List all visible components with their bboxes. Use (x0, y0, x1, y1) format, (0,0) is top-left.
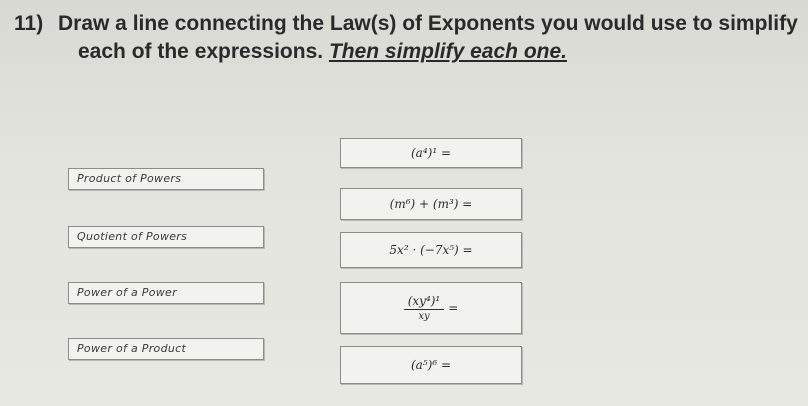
expression-4-equals: = (448, 301, 459, 315)
law-box-product-of-powers[interactable]: Product of Powers (68, 168, 264, 190)
expression-box-1[interactable] (340, 138, 522, 168)
expression-1: (a⁴)¹ = (410, 146, 451, 160)
expression-4-denominator: xy (418, 311, 430, 322)
question-emphasis: Then simplify each one. (328, 40, 567, 63)
question-line-2 (14, 38, 804, 66)
expression-3: 5x² · (−7x⁵) = (389, 243, 473, 257)
question-line-1: Draw a line connecting the Law(s) of Exponents you would use to simplify (58, 12, 798, 35)
law-box-power-of-a-product[interactable]: Power of a Product (68, 338, 264, 360)
expression-box-4[interactable] (340, 282, 522, 334)
expression-4-fraction (404, 294, 445, 322)
expression-box-5[interactable] (340, 346, 522, 384)
expression-box-2[interactable] (340, 188, 522, 220)
expression-2: (m⁶) + (m³) = (389, 197, 473, 211)
question-number: 11) (14, 12, 44, 35)
question-text (14, 10, 804, 66)
law-box-quotient-of-powers[interactable]: Quotient of Powers (68, 226, 264, 248)
expression-5: (a⁵)⁶ = (410, 358, 451, 372)
law-box-power-of-a-power[interactable]: Power of a Power (68, 282, 264, 304)
expression-box-3[interactable] (340, 232, 522, 268)
expression-4-numerator: (xy⁴)¹ (404, 294, 445, 310)
question-instruction: each of the expressions. (78, 40, 324, 63)
